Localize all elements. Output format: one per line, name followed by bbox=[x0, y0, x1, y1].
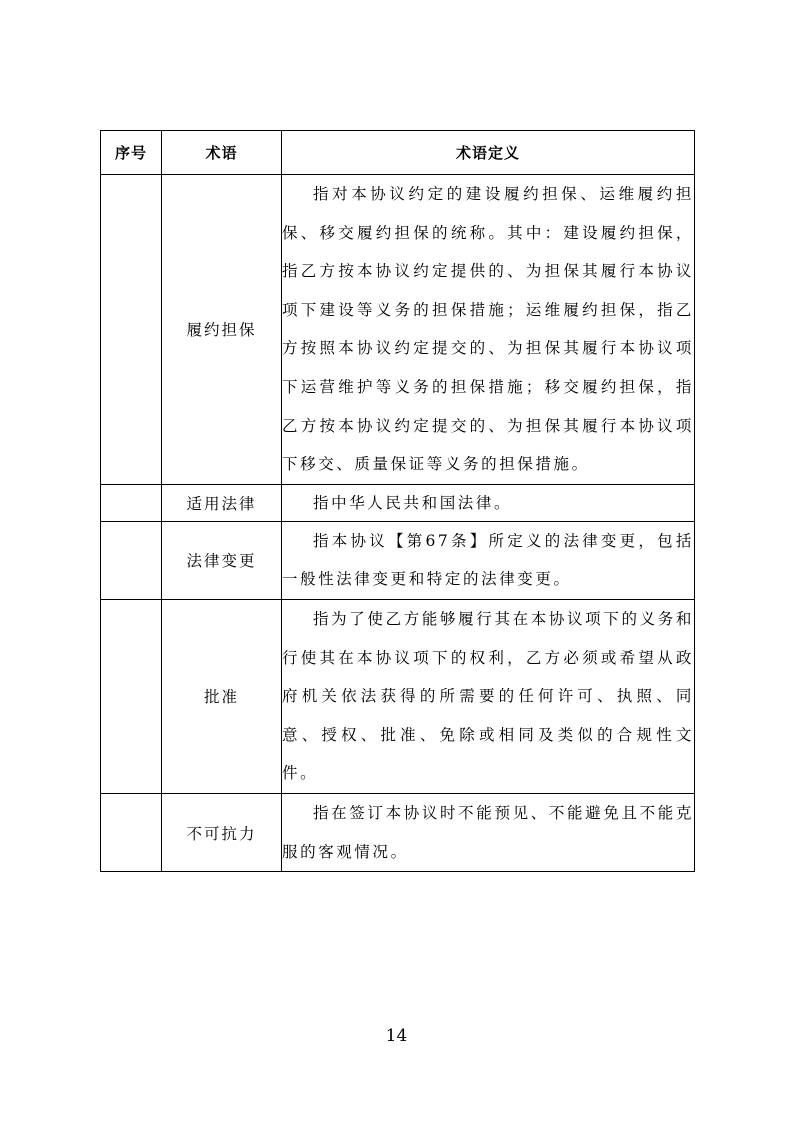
row-definition-text: 指对本协议约定的建设履约担保、运维履约担保、移交履约担保的统称。其中：建设履约担保，指乙方按本协议约定提供的、为担保其履行本协议项下建设等义务的担保措施；运维履约担保，指乙方按照本协议约定提交的、为担保其履行本协议项下运营维护等义务的担保措施；移交履约担保，指乙方按本协议约定提交的、为担保其履行本协议项下移交、质量保证等义务的担保措施。 bbox=[282, 185, 694, 474]
table-row bbox=[101, 175, 695, 485]
row-seq-cell bbox=[101, 521, 162, 599]
table-row bbox=[101, 793, 695, 871]
table-row bbox=[101, 484, 695, 521]
row-definition-text: 指在签订本协议时不能预见、不能避免且不能克服的客观情况。 bbox=[282, 803, 694, 861]
table-row bbox=[101, 521, 695, 599]
row-term-cell: 适用法律 bbox=[162, 484, 282, 521]
row-definition-cell bbox=[282, 175, 695, 485]
row-seq-cell bbox=[101, 599, 162, 793]
header-seq: 序号 bbox=[101, 131, 162, 175]
row-definition-cell bbox=[282, 484, 695, 521]
row-definition-cell bbox=[282, 599, 695, 793]
row-seq-cell bbox=[101, 484, 162, 521]
row-definition-cell bbox=[282, 521, 695, 599]
header-definition: 术语定义 bbox=[282, 131, 695, 175]
page-number: 14 bbox=[385, 1026, 408, 1046]
header-term: 术语 bbox=[162, 131, 282, 175]
table-header-row bbox=[101, 131, 695, 175]
terms-table bbox=[100, 130, 695, 872]
row-seq-cell bbox=[101, 175, 162, 485]
row-term-cell: 批准 bbox=[162, 599, 282, 793]
row-definition-text: 指为了使乙方能够履行其在本协议项下的义务和行使其在本协议项下的权利，乙方必须或希望从政府机关依法获得的所需要的任何许可、执照、同意、授权、批准、免除或相同及类似的合规性文件。 bbox=[282, 609, 694, 783]
row-seq-cell bbox=[101, 793, 162, 871]
row-term-cell: 不可抗力 bbox=[162, 793, 282, 871]
row-term-cell: 法律变更 bbox=[162, 521, 282, 599]
table-row bbox=[101, 599, 695, 793]
row-definition-text: 指本协议【第67条】所定义的法律变更，包括一般性法律变更和特定的法律变更。 bbox=[282, 531, 694, 589]
row-definition-cell bbox=[282, 793, 695, 871]
row-term-cell: 履约担保 bbox=[162, 175, 282, 485]
row-definition-text: 指中华人民共和国法律。 bbox=[313, 493, 513, 512]
